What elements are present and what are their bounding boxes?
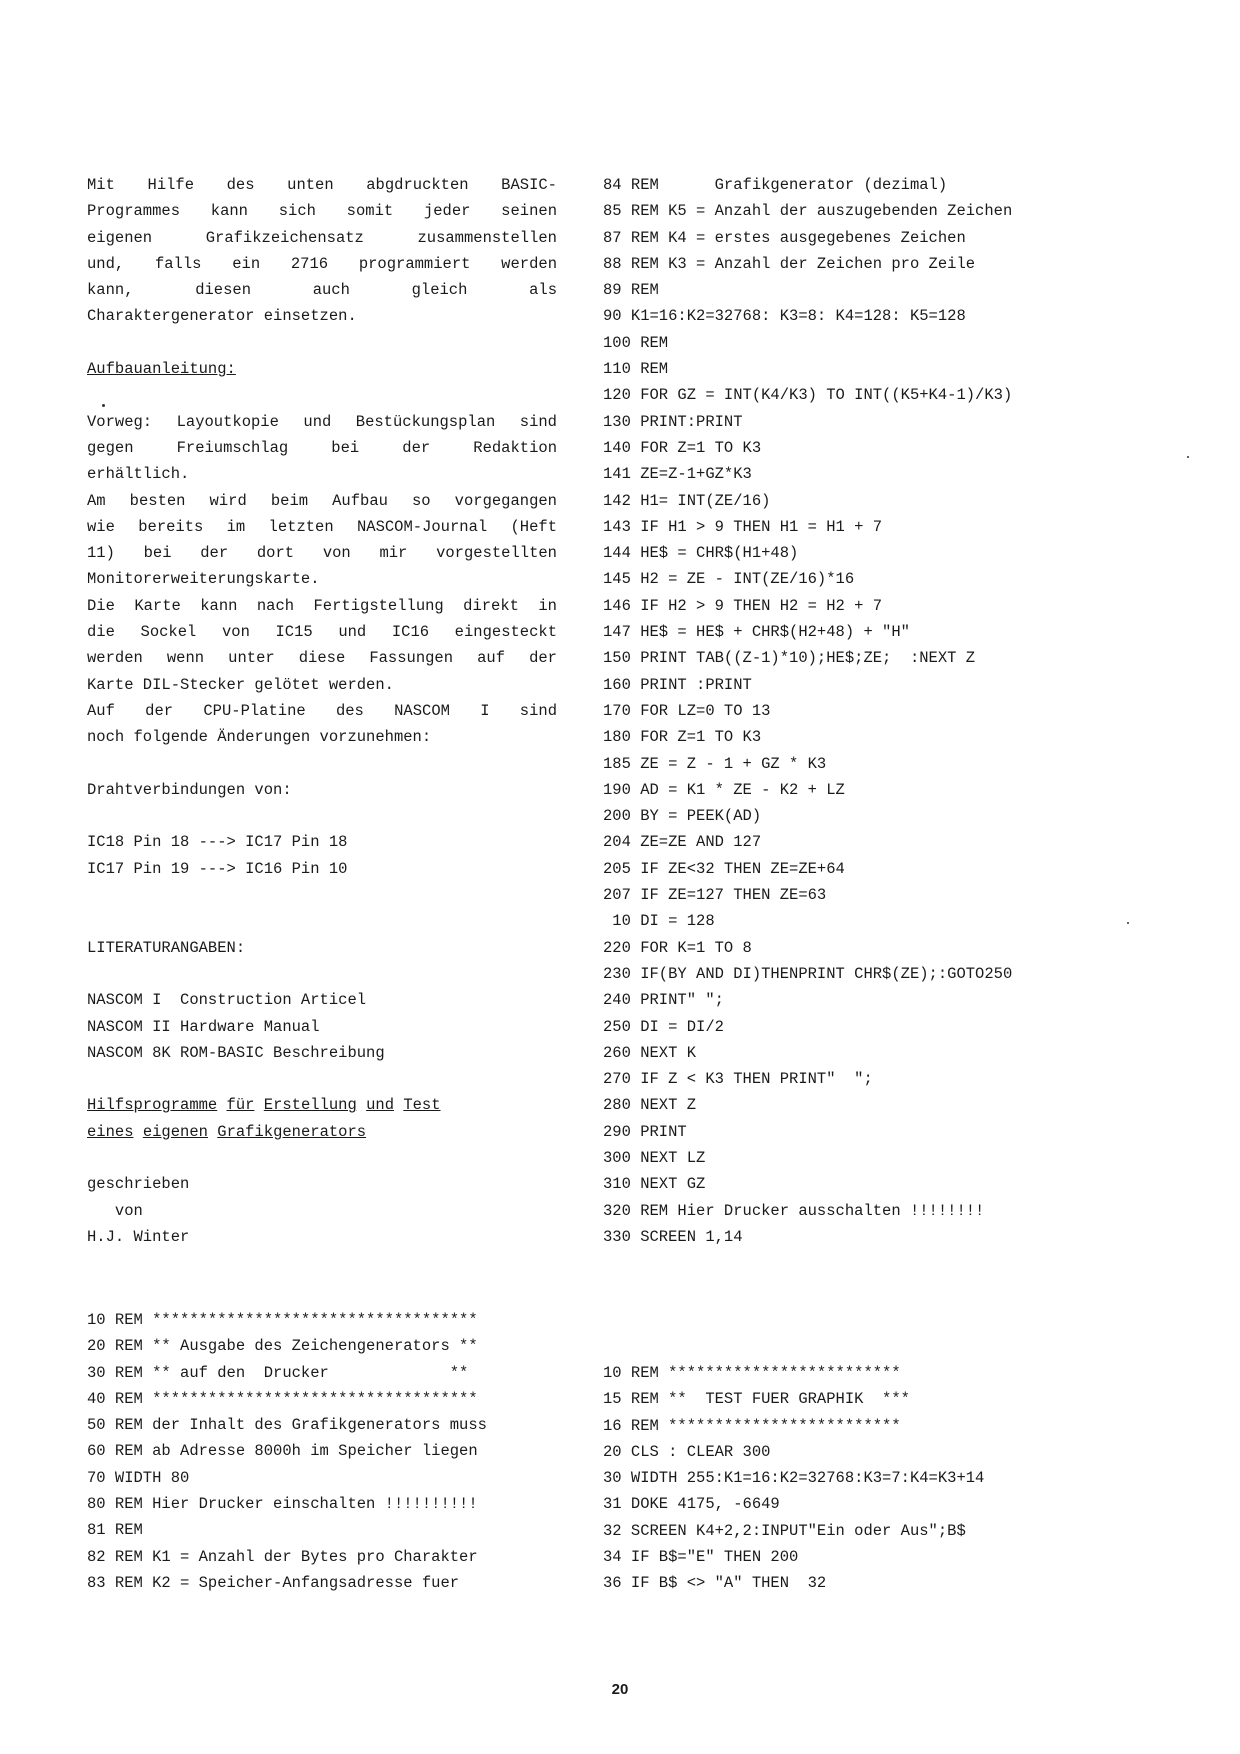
code-line: 31 DOKE 4175, -6649: [603, 1495, 780, 1514]
code-line: 207 IF ZE=127 THEN ZE=63: [603, 886, 827, 905]
aufbau-paragraph-3: [87, 593, 557, 698]
code-line: 290 PRINT: [603, 1122, 687, 1141]
code-line: 150 PRINT TAB((Z-1)*10);HE$;ZE; :NEXT Z: [603, 649, 976, 668]
by-label: von: [87, 1201, 143, 1220]
code-line: 143 IF H1 > 9 THEN H1 = H1 + 7: [603, 517, 883, 536]
code-line: 50 REM der Inhalt des Grafikgenerators muss: [87, 1416, 487, 1435]
code-line: 30 WIDTH 255:K1=16:K2=32768:K3=7:K4=K3+14: [603, 1469, 985, 1488]
code-line: 20 CLS : CLEAR 300: [603, 1442, 771, 1461]
text-line: kann, diesen auch gleich als: [87, 281, 557, 300]
code-line: 10 REM *************************: [603, 1364, 901, 1382]
written-label: geschrieben: [87, 1175, 190, 1194]
code-line: 310 NEXT GZ: [603, 1175, 706, 1194]
hilfs-title-line-1: Hilfsprogramme für Erstellung und Test: [87, 1096, 441, 1115]
code-line: 110 REM: [603, 360, 669, 379]
code-line: 120 FOR GZ = INT(K4/K3) TO INT((K5+K4-1)/K3): [603, 386, 1013, 405]
code-line: 146 IF H2 > 9 THEN H2 = H2 + 7: [603, 596, 883, 615]
code-line: 20 REM ** Ausgabe des Zeichengenerators **: [87, 1337, 478, 1356]
code-line: 145 H2 = ZE - INT(ZE/16)*16: [603, 570, 855, 589]
code-line: 32 SCREEN K4+2,2:INPUT"Ein oder Aus";B$: [603, 1521, 966, 1540]
literatur-item: NASCOM 8K ROM-BASIC Beschreibung: [87, 1043, 385, 1062]
text-line: Am besten wird beim Aufbau so vorgegangen: [87, 491, 557, 510]
code-line: 16 REM *************************: [603, 1416, 901, 1435]
aufbau-paragraph-2: [87, 488, 557, 593]
text-line: die Sockel von IC15 und IC16 eingesteckt: [87, 623, 557, 642]
code-line: 320 REM Hier Drucker ausschalten !!!!!!!!: [603, 1201, 985, 1220]
aufbau-heading: Aufbauanleitung:: [87, 360, 236, 379]
text-line: 11) bei der dort von mir vorgestellten: [87, 544, 557, 563]
code-line: 84 REM Grafikgenerator (dezimal): [603, 176, 948, 194]
hilfs-title-line-2: eines eigenen Grafikgenerators: [87, 1122, 367, 1141]
text-line: Charaktergenerator einsetzen.: [87, 307, 357, 326]
code-line: 144 HE$ = CHR$(H1+48): [603, 544, 799, 563]
left-column: [87, 172, 557, 1250]
listing-1-part-1: [87, 1307, 557, 1596]
code-line: 90 K1=16:K2=32768: K3=8: K4=128: K5=128: [603, 307, 966, 326]
code-line: 34 IF B$="E" THEN 200: [603, 1548, 799, 1567]
code-line: 15 REM ** TEST FUER GRAPHIK ***: [603, 1390, 910, 1409]
page-number: 20: [611, 1681, 629, 1698]
code-line: 130 PRINT:PRINT: [603, 412, 743, 431]
author: H.J. Winter: [87, 1227, 190, 1246]
code-line: 230 IF(BY AND DI)THENPRINT CHR$(ZE);:GOTO250: [603, 964, 1013, 983]
stray-mark: [1187, 456, 1189, 458]
text-line: Monitorerweiterungskarte.: [87, 570, 320, 589]
text-line: Mit Hilfe des unten abgdruckten BASIC-: [87, 176, 557, 194]
code-line: 220 FOR K=1 TO 8: [603, 938, 752, 957]
intro-paragraph: [87, 172, 557, 330]
literatur-heading: LITERATURANGABEN:: [87, 938, 246, 957]
text-line: eigenen Grafikzeichensatz zusammenstellen: [87, 228, 557, 247]
code-line: 260 NEXT K: [603, 1043, 697, 1062]
code-line: 147 HE$ = HE$ + CHR$(H2+48) + "H": [603, 623, 910, 642]
code-line: 87 REM K4 = erstes ausgegebenes Zeichen: [603, 228, 966, 247]
aufbau-paragraph-1: [87, 409, 557, 488]
aufbau-paragraph-4: [87, 698, 557, 751]
code-line: 200 BY = PEEK(AD): [603, 807, 762, 826]
wire-connection-1: IC18 Pin 18 ---> IC17 Pin 18: [87, 833, 348, 852]
code-line: 300 NEXT LZ: [603, 1148, 706, 1167]
text-line: Auf der CPU-Platine des NASCOM I sind: [87, 701, 557, 720]
code-line: 250 DI = DI/2: [603, 1017, 724, 1036]
listing-2: [603, 1360, 1163, 1597]
code-line: 30 REM ** auf den Drucker **: [87, 1363, 469, 1382]
text-line: noch folgende Änderungen vorzunehmen:: [87, 728, 432, 747]
stray-mark: [102, 404, 105, 407]
text-line: Die Karte kann nach Fertigstellung direkt in: [87, 596, 557, 615]
code-line: 83 REM K2 = Speicher-Anfangsadresse fuer: [87, 1573, 460, 1592]
text-line: gegen Freiumschlag bei der Redaktion: [87, 438, 557, 457]
code-line: 185 ZE = Z - 1 + GZ * K3: [603, 754, 827, 773]
literatur-item: NASCOM I Construction Articel: [87, 991, 367, 1010]
code-line: 85 REM K5 = Anzahl der auszugebenden Zeichen: [603, 202, 1013, 221]
text-line: werden wenn unter diese Fassungen auf der: [87, 649, 557, 668]
code-line: 81 REM: [87, 1521, 143, 1540]
code-line: 70 WIDTH 80: [87, 1468, 190, 1487]
literatur-item: NASCOM II Hardware Manual: [87, 1017, 320, 1036]
listing-1-part-2: [603, 172, 1163, 1250]
code-line: 10 REM ***********************************: [87, 1311, 478, 1329]
text-line: Programmes kann sich somit jeder seinen: [87, 202, 557, 221]
code-line: 60 REM ab Adresse 8000h im Speicher liegen: [87, 1442, 478, 1461]
code-line: 100 REM: [603, 333, 669, 352]
wires-heading: Drahtverbindungen von:: [87, 780, 292, 799]
wire-connection-2: IC17 Pin 19 ---> IC16 Pin 10: [87, 859, 348, 878]
stray-mark: [1127, 922, 1129, 924]
code-line: 40 REM ***********************************: [87, 1389, 478, 1408]
code-line: 82 REM K1 = Anzahl der Bytes pro Charakter: [87, 1547, 478, 1566]
code-line: 280 NEXT Z: [603, 1096, 697, 1115]
code-line: 170 FOR LZ=0 TO 13: [603, 701, 771, 720]
text-line: und, falls ein 2716 programmiert werden: [87, 254, 557, 273]
code-line: 142 H1= INT(ZE/16): [603, 491, 771, 510]
code-line: 204 ZE=ZE AND 127: [603, 833, 762, 852]
code-line: 330 SCREEN 1,14: [603, 1227, 743, 1246]
text-line: wie bereits im letzten NASCOM-Journal (Heft: [87, 517, 557, 536]
code-line: 270 IF Z < K3 THEN PRINT" ";: [603, 1070, 873, 1089]
code-line: 80 REM Hier Drucker einschalten !!!!!!!!!!: [87, 1495, 478, 1514]
code-line: 205 IF ZE<32 THEN ZE=ZE+64: [603, 859, 845, 878]
text-line: Vorweg: Layoutkopie und Bestückungsplan sind: [87, 412, 557, 431]
code-line: 141 ZE=Z-1+GZ*K3: [603, 465, 752, 484]
code-line: 88 REM K3 = Anzahl der Zeichen pro Zeile: [603, 254, 976, 273]
code-line: 36 IF B$ <> "A" THEN 32: [603, 1574, 827, 1593]
hilfs-title: [87, 1092, 557, 1145]
code-line: 180 FOR Z=1 TO K3: [603, 728, 762, 747]
code-line: 89 REM: [603, 281, 659, 300]
code-line: 190 AD = K1 * ZE - K2 + LZ: [603, 780, 845, 799]
text-line: erhältlich.: [87, 465, 190, 484]
text-line: Karte DIL-Stecker gelötet werden.: [87, 675, 394, 694]
code-line: 160 PRINT :PRINT: [603, 675, 752, 694]
code-line: 10 DI = 128: [603, 912, 715, 931]
code-line: 140 FOR Z=1 TO K3: [603, 438, 762, 457]
code-line: 240 PRINT" ";: [603, 991, 724, 1010]
